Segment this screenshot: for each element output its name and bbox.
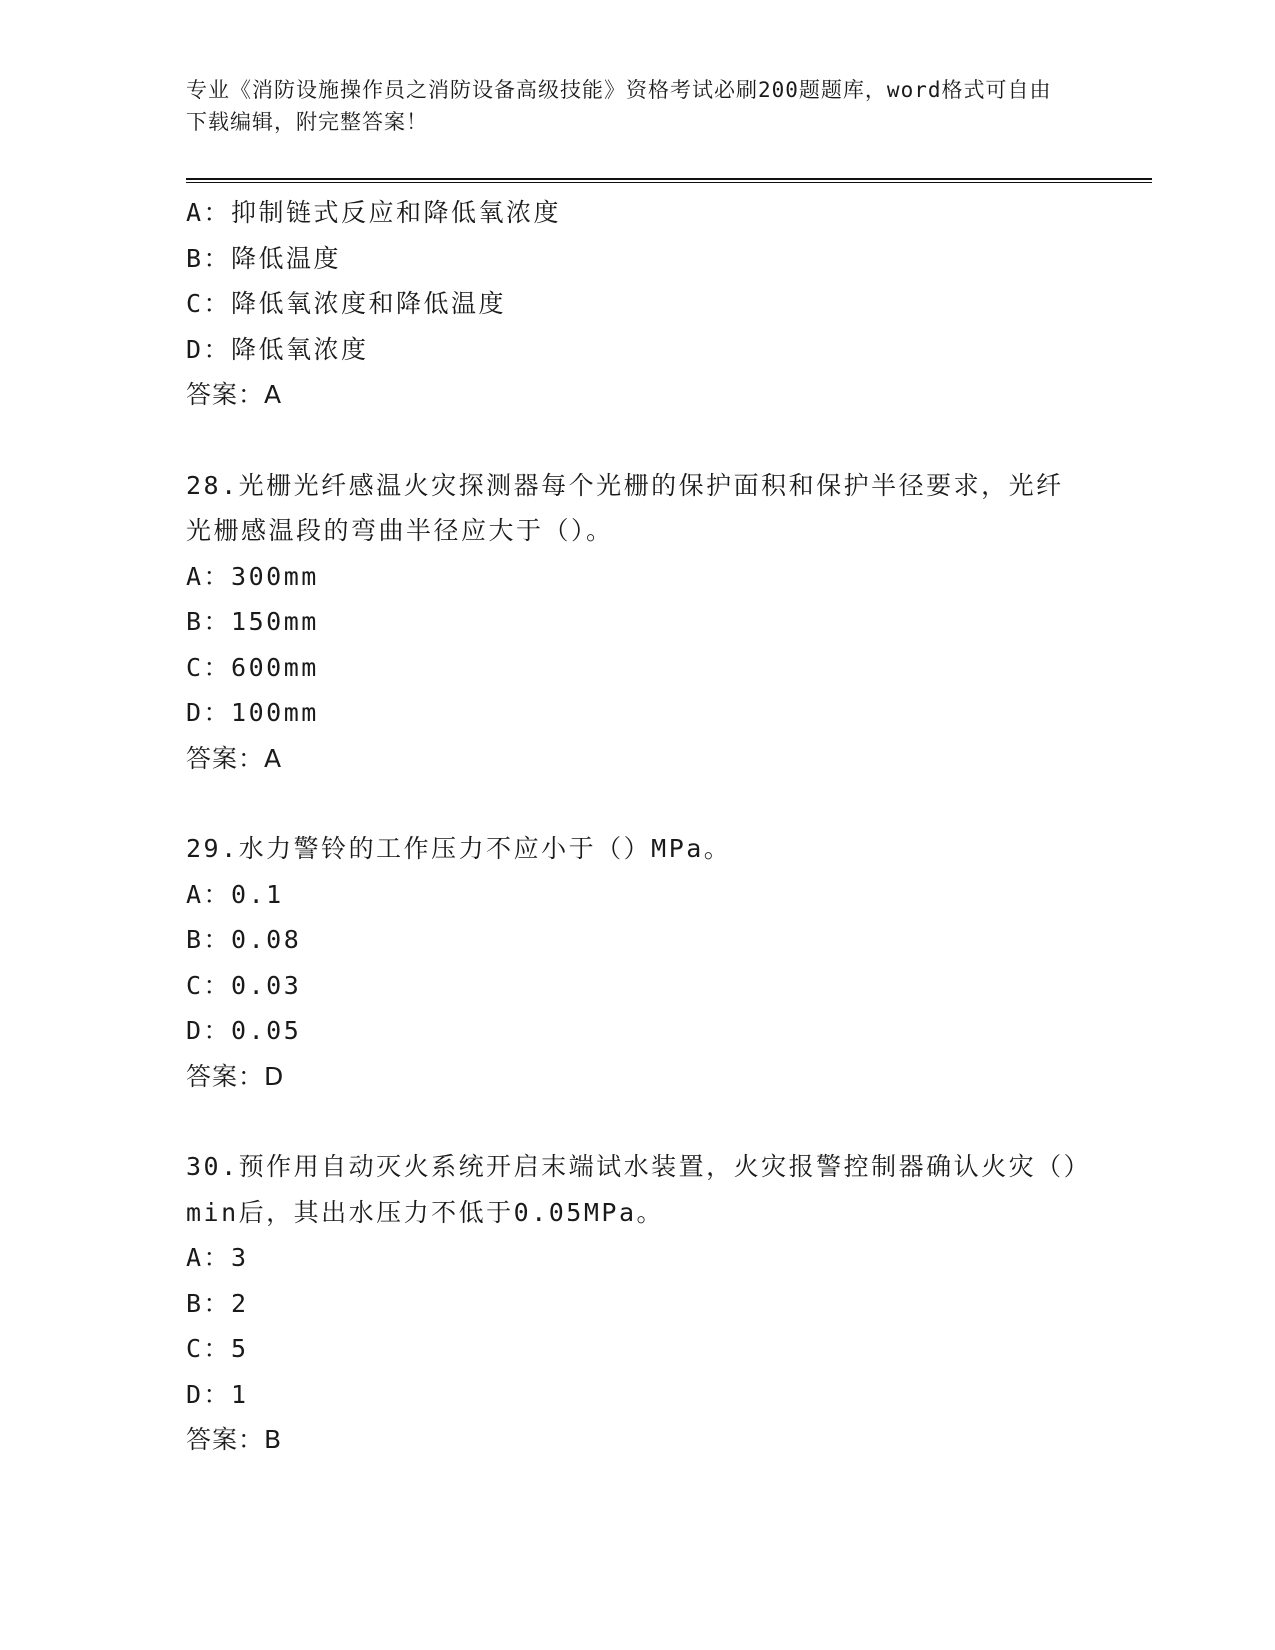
option-a: A：0.1 [186, 879, 284, 909]
option-b: B：150mm [186, 607, 319, 636]
option-b: B：降低温度 [186, 243, 342, 273]
question-stem: 30.预作用自动灭火系统开启末端试水装置，火灾报警控制器确认火灾（）min后，其出水压力不低于0.05MPa。 [186, 1152, 1079, 1227]
answer-text: 答案：A [186, 743, 283, 773]
option-b: B：2 [186, 1288, 249, 1318]
option-list [186, 1235, 1086, 1417]
question-stem: 29.水力警铃的工作压力不应小于（）MPa。 [186, 834, 732, 863]
answer-text: 答案：B [186, 1425, 283, 1454]
question-block-30 [186, 1144, 1086, 1463]
option-list [186, 872, 1086, 1054]
option-a: A：300mm [186, 561, 319, 591]
option-c: C：0.03 [186, 970, 302, 1000]
option-d: D：100mm [186, 698, 319, 727]
document-header: 专业《消防设施操作员之消防设备高级技能》资格考试必刷200题题库，word格式可自由下载编辑，附完整答案！ [186, 78, 1052, 134]
option-list [186, 554, 1086, 736]
answer-text: 答案：D [186, 1061, 285, 1091]
option-list [186, 190, 1086, 372]
header-divider [186, 178, 1152, 180]
option-d: D：1 [186, 1379, 249, 1409]
option-a: A：3 [186, 1243, 249, 1272]
answer-text: 答案：A [186, 380, 283, 409]
question-list [186, 190, 1086, 1463]
option-b: B：0.08 [186, 925, 302, 954]
option-c: C：降低氧浓度和降低温度 [186, 289, 507, 318]
option-d: D：0.05 [186, 1016, 302, 1045]
option-c: C：600mm [186, 652, 319, 682]
option-c: C：5 [186, 1334, 249, 1363]
question-block-27 [186, 190, 1086, 418]
header-divider-secondary [186, 182, 1152, 183]
question-block-29 [186, 826, 1086, 1099]
option-a: A：抑制链式反应和降低氧浓度 [186, 198, 562, 227]
option-d: D：降低氧浓度 [186, 334, 369, 364]
question-stem: 28.光栅光纤感温火灾探测器每个光栅的保护面积和保护半径要求，光纤光栅感温段的弯曲半径应大于（）。 [186, 470, 1064, 545]
question-block-28 [186, 463, 1086, 782]
